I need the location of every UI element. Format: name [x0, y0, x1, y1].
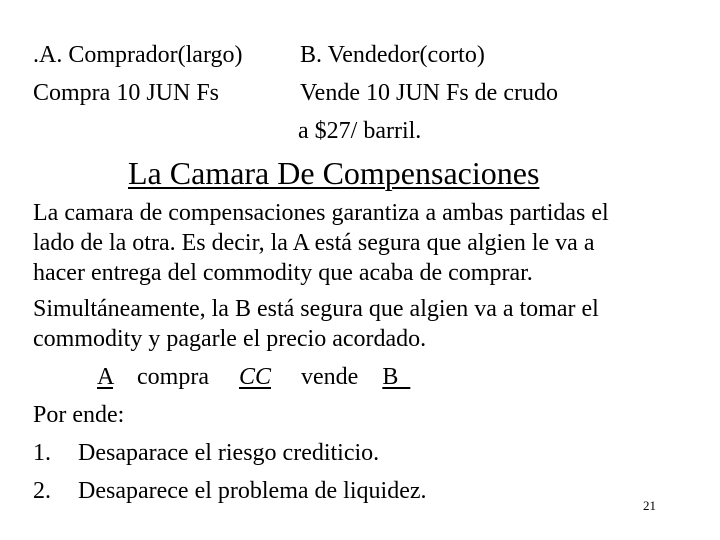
paragraph-line: hacer entrega del commodity que acaba de comprar. — [33, 260, 533, 286]
paragraph-line: commodity y pagarle el precio acordado. — [33, 326, 427, 352]
list-number: 1. — [33, 440, 51, 466]
list-item: Desaparece el problema de liquidez. — [78, 478, 427, 504]
seller-heading: B. Vendedor(corto) — [300, 42, 485, 68]
flow-clearing-house: CC — [238, 364, 271, 390]
flow-party-a: A — [97, 364, 114, 390]
paragraph-line: La camara de compensaciones garantiza a ambas partidas el — [33, 200, 609, 226]
flow-vende: vende — [301, 364, 359, 390]
seller-price: a $27/ barril. — [298, 118, 422, 144]
buyer-heading: .A. Comprador(largo) — [33, 42, 243, 68]
list-item: Desaparace el riesgo crediticio. — [78, 440, 380, 466]
paragraph-line: lado de la otra. Es decir, la A está segura que algien le va a — [33, 230, 595, 256]
seller-action: Vende 10 JUN Fs de crudo — [300, 80, 558, 106]
flow-party-b: B — [382, 364, 411, 390]
buyer-action: Compra 10 JUN Fs — [33, 80, 220, 106]
paragraph-line: Simultáneamente, la B está segura que algien va a tomar el — [33, 296, 599, 322]
flow-line — [97, 363, 410, 391]
conclusion-label: Por ende: — [33, 402, 125, 428]
slide-title: La Camara De Compensaciones — [128, 155, 540, 191]
flow-compra: compra — [137, 364, 209, 390]
page-number: 21 — [643, 498, 656, 513]
list-number: 2. — [33, 478, 51, 504]
